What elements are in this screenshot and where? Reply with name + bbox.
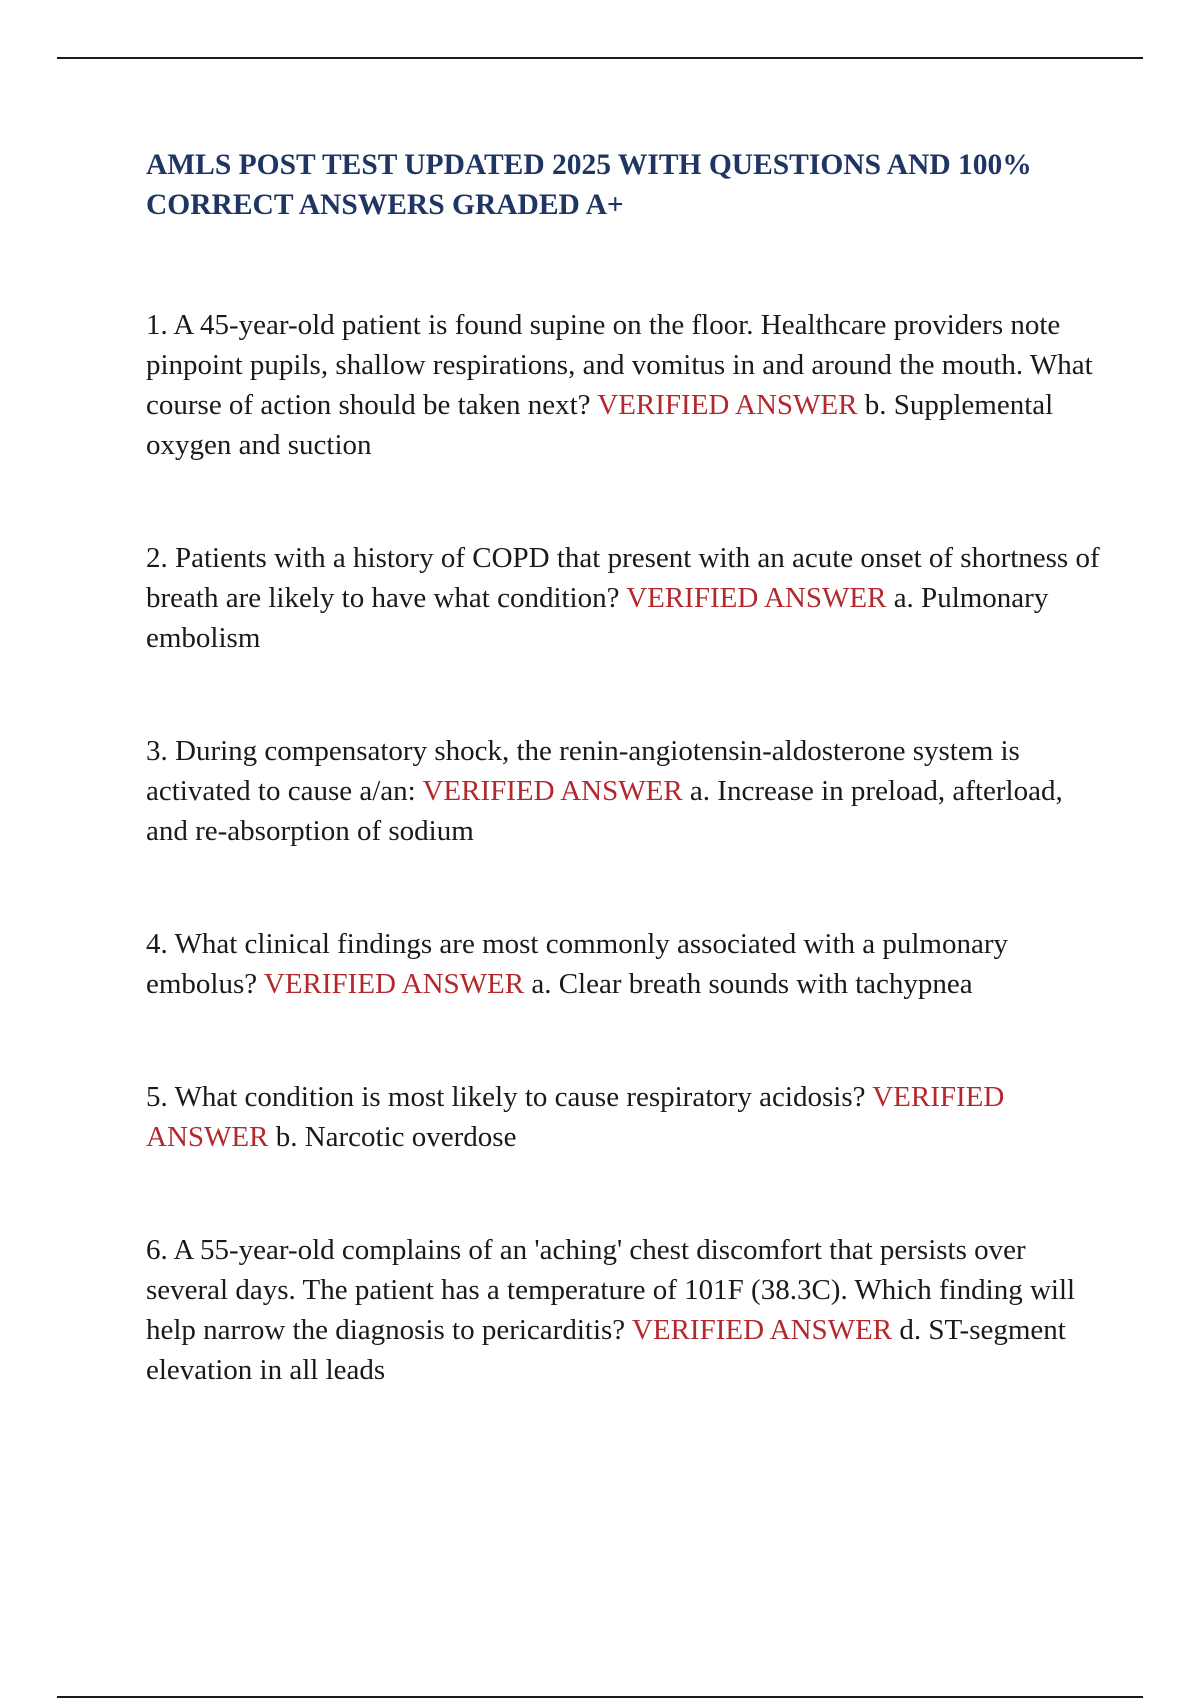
question-item-3 — [146, 731, 1106, 851]
answer-text: b. Narcotic overdose — [275, 1121, 517, 1153]
verified-answer-label: VERIFIED ANSWER — [146, 1081, 1005, 1153]
answer-text: d. ST-segment elevation in all leads — [146, 1314, 1066, 1386]
question-list — [146, 305, 1106, 1390]
question-item-5 — [146, 1077, 1106, 1157]
question-item-4 — [146, 924, 1106, 1004]
answer-text: b. Supplemental oxygen and suction — [146, 389, 1054, 461]
question-text: 5. What condition is most likely to cause respiratory acidosis? — [146, 1081, 866, 1113]
top-divider — [57, 57, 1143, 59]
verified-answer-label: VERIFIED ANSWER — [626, 582, 887, 614]
bottom-divider — [57, 1696, 1143, 1698]
question-text: 6. A 55-year-old complains of an 'aching' chest discomfort that persists over several days. The patient has a temperature of 101F (38.3C). Which finding will help narrow the diagnosis to pericarditis? — [146, 1234, 1076, 1346]
verified-answer-label: VERIFIED ANSWER — [422, 775, 683, 807]
verified-answer-label: VERIFIED ANSWER — [263, 968, 525, 1000]
question-text: 2. Patients with a history of COPD that present with an acute onset of shortness of breath are likely to have what condition? — [146, 542, 1100, 614]
question-text: 4. What clinical findings are most commonly associated with a pulmonary embolus? — [146, 928, 1009, 1000]
verified-answer-label: VERIFIED ANSWER — [631, 1314, 893, 1346]
verified-answer-label: VERIFIED ANSWER — [597, 389, 858, 421]
document-body — [146, 145, 1106, 1463]
question-item-1 — [146, 305, 1106, 465]
answer-text: a. Pulmonary embolism — [146, 582, 1049, 654]
question-text: 1. A 45-year-old patient is found supine on the floor. Healthcare providers note pinpoint pupils, shallow respirations, and vomitus in and around the mouth. What course of action should be taken next? — [146, 309, 1093, 421]
question-text: 3. During compensatory shock, the renin-angiotensin-aldosterone system is activated to cause a/an: — [146, 735, 1020, 807]
answer-text: a. Clear breath sounds with tachypnea — [531, 968, 973, 1000]
document-title: AMLS POST TEST UPDATED 2025 WITH QUESTIONS AND 100% CORRECT ANSWERS GRADED A+ — [146, 149, 1032, 221]
question-item-2 — [146, 538, 1106, 658]
question-item-6 — [146, 1230, 1106, 1390]
answer-text: a. Increase in preload, afterload, and re-absorption of sodium — [146, 775, 1063, 847]
